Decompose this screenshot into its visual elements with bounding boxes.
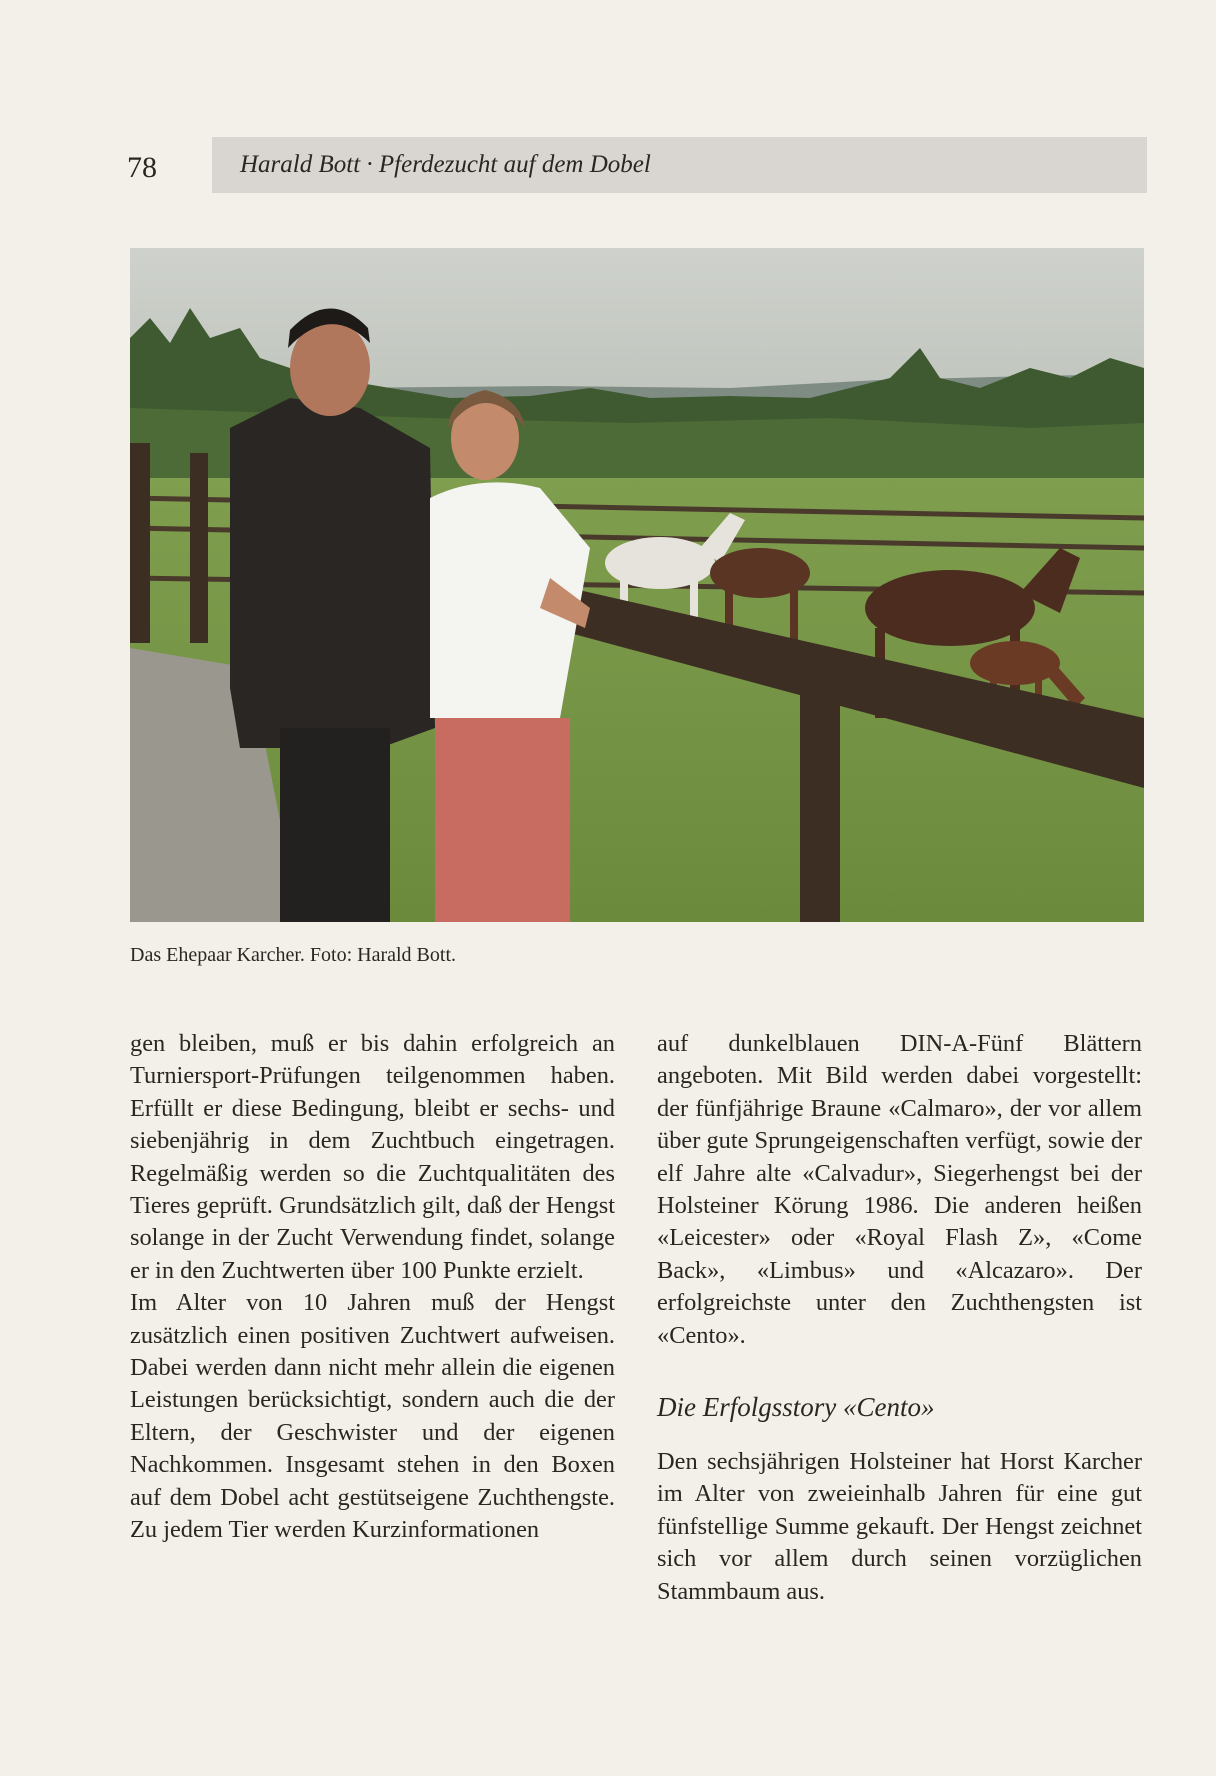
page-number: 78: [127, 151, 157, 184]
section-heading: Die Erfolgsstory «Cento»: [657, 1392, 935, 1423]
right-column: [657, 1028, 1142, 1608]
photo-couple-at-paddock: [130, 248, 1144, 922]
running-header: [212, 137, 1147, 193]
right-paragraph-1: auf dunkelblauen DIN-A-Fünf Blättern angeboten. Mit Bild werden dabei vorgestellt: der fünfjährige Braune «Calmaro», der vor allem über gute Sprungeigenschaften verfügt, sowie der elf Jahre alte «Calvadur», Siegerhengst bei der Holsteiner Körung 1986. Die anderen heißen «Leicester» oder «Royal Flash Z», «Come Back», «Limbus» und «Alcazaro». Der erfolgreichste unter den Zuchthengsten ist «Cento».: [657, 1030, 1142, 1349]
right-paragraph-2: Den sechsjährigen Holsteiner hat Horst Karcher im Alter von zweieinhalb Jahren für eine gut fünfstellige Summe gekauft. Der Hengst zeichnet sich vor allem durch seinen vorzüglichen Stammbaum aus.: [657, 1448, 1142, 1605]
figure-caption: Das Ehepaar Karcher. Foto: Harald Bott.: [130, 944, 457, 966]
left-paragraph-2: Im Alter von 10 Jahren muß der Hengst zusätzlich einen positiven Zuchtwert aufweisen. Dabei werden dann nicht mehr allein die eigenen Leistungen berücksichtigt, sondern auch die der Eltern, der Geschwister und der eigenen Nachkommen. Insgesamt stehen in den Boxen auf dem Dobel acht gestütseigene Zuchthengste. Zu jedem Tier werden Kurzinformationen: [130, 1289, 615, 1544]
left-paragraph-1: gen bleiben, muß er bis dahin erfolgreich an Turniersport-Prüfungen teilgenommen haben. Erfüllt er diese Bedingung, bleibt er sechs- und siebenjährig in dem Zuchtbuch eingetragen. Regelmäßig werden so die Zuchtqualitäten des Tieres geprüft. Grundsätzlich gilt, daß der Hengst solange in der Zucht Verwendung findet, solange er in den Zuchtwerten über 100 Punkte erzielt.: [130, 1030, 615, 1284]
photo-illustration: [130, 248, 1144, 922]
left-column: [130, 1028, 615, 1547]
running-title: Harald Bott · Pferdezucht auf dem Dobel: [240, 151, 651, 178]
